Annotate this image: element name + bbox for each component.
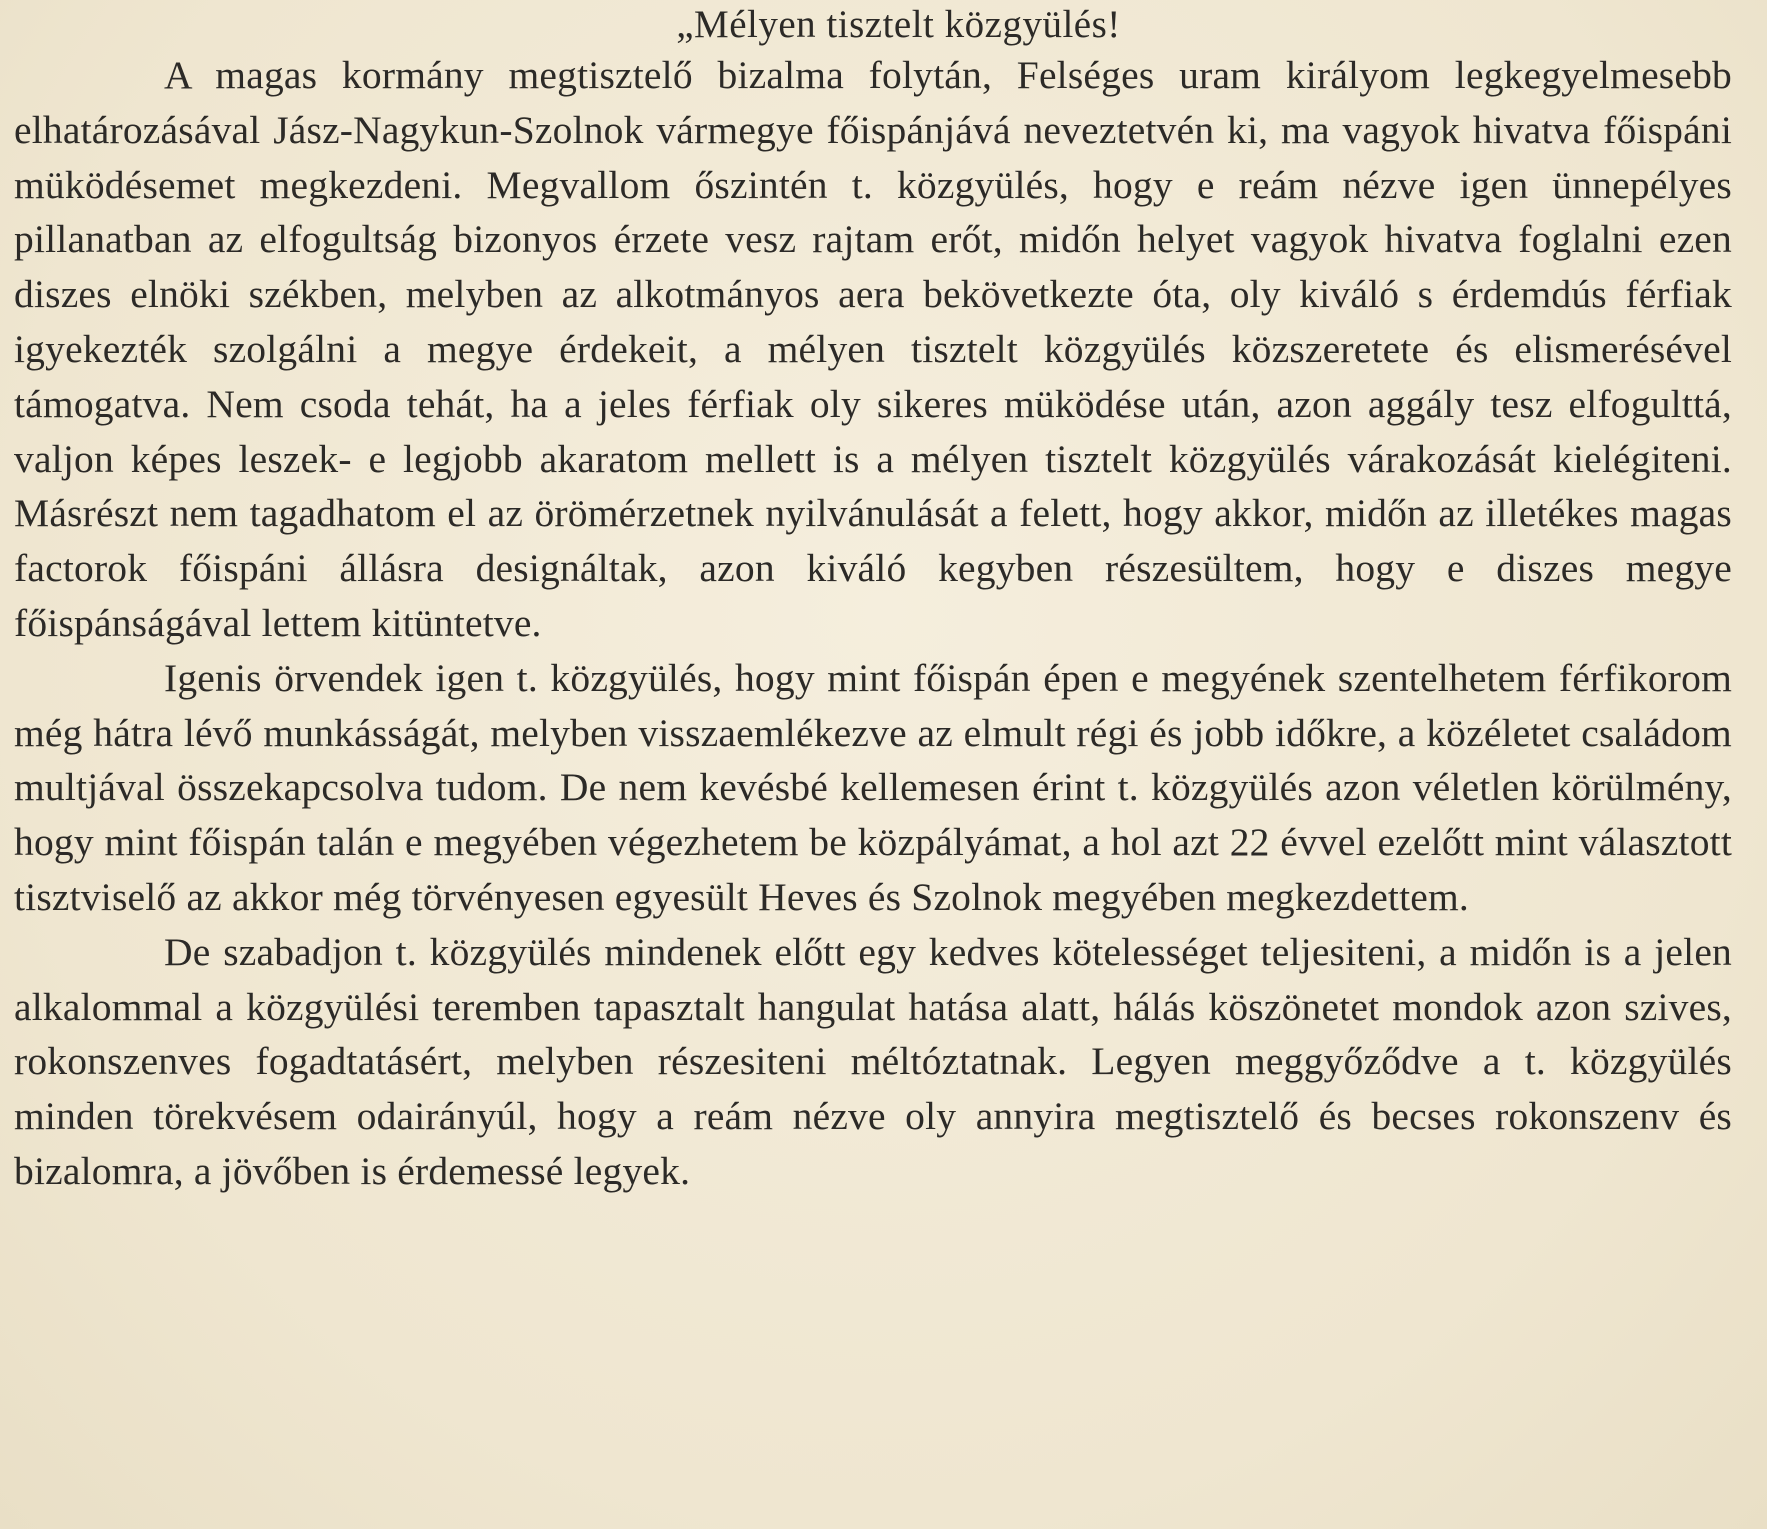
paragraph-1: A magas kormány megtisztelő bizalma folytán, Felséges uram királyom legkegyelmesebb elhatározásával Jász-Nagykun-Szolnok vármegye főispánjává neveztetvén ki, ma vagyok hivatva főispáni müködésemet megkezdeni. Megvallom őszintén t. közgyülés, hogy e reám nézve igen ünnepélyes pillanatban az elfogultság bizonyos érzete vesz rajtam erőt, midőn helyet vagyok hivatva foglalni ezen diszes elnöki székben, melyben az alkotmányos aera bekövetkezte óta, oly kiváló s érdemdús férfiak igyekezték szolgálni a megye érdekeit, a mélyen tisztelt közgyülés közszeretete és elismerésével támogatva. Nem csoda tehát, ha a jeles férfiak oly sikeres müködése után, azon aggály tesz elfogulttá, valjon képes leszek- e legjobb akaratom mellett is a mélyen tisztelt közgyülés várakozását kielégiteni. Másrészt nem tagadhatom el az örömérzetnek nyilvánulását a felett, hogy akkor, midőn az illetékes magas factorok főispáni állásra designáltak, azon kiváló kegyben részesültem, hogy e diszes megye főispánságával lettem kitüntetve. (14, 53, 1732, 645)
paragraph-3: De szabadjon t. közgyülés mindenek előtt egy kedves kötelességet teljesiteni, a midőn is a jelen alkalommal a közgyülési teremben tapasztalt hangulat hatása alatt, hálás köszönetet mondok azon szives, rokonszenves fogadtatásért, melyben részesiteni méltóztatnak. Legyen meggyőződve a t. közgyülés minden törekvésem odairányúl, hogy a reám nézve oly annyira megtisztelő és becses rokonszenv és bizalomra, a jövőben is érdemessé legyek. (14, 929, 1732, 1193)
speech-heading: „Mélyen tisztelt közgyülés! (676, 3, 1121, 46)
paragraph-2: Igenis örvendek igen t. közgyülés, hogy mint főispán épen e megyének szentelhetem férfikorom még hátra lévő munkásságát, melyben visszaemlékezve az elmult régi és jobb időkre, a közéletet családom multjával összekapcsolva tudom. De nem kevésbé kellemesen érint t. közgyülés azon véletlen körülmény, hogy mint főispán talán e megyében végezhetem be közpályámat, a hol azt 22 évvel ezelőtt mint választott tisztviselő az akkor még törvényesen egyesült Heves és Szolnok megyében megkezdettem. (14, 655, 1732, 919)
speech-body (14, 48, 1732, 1199)
